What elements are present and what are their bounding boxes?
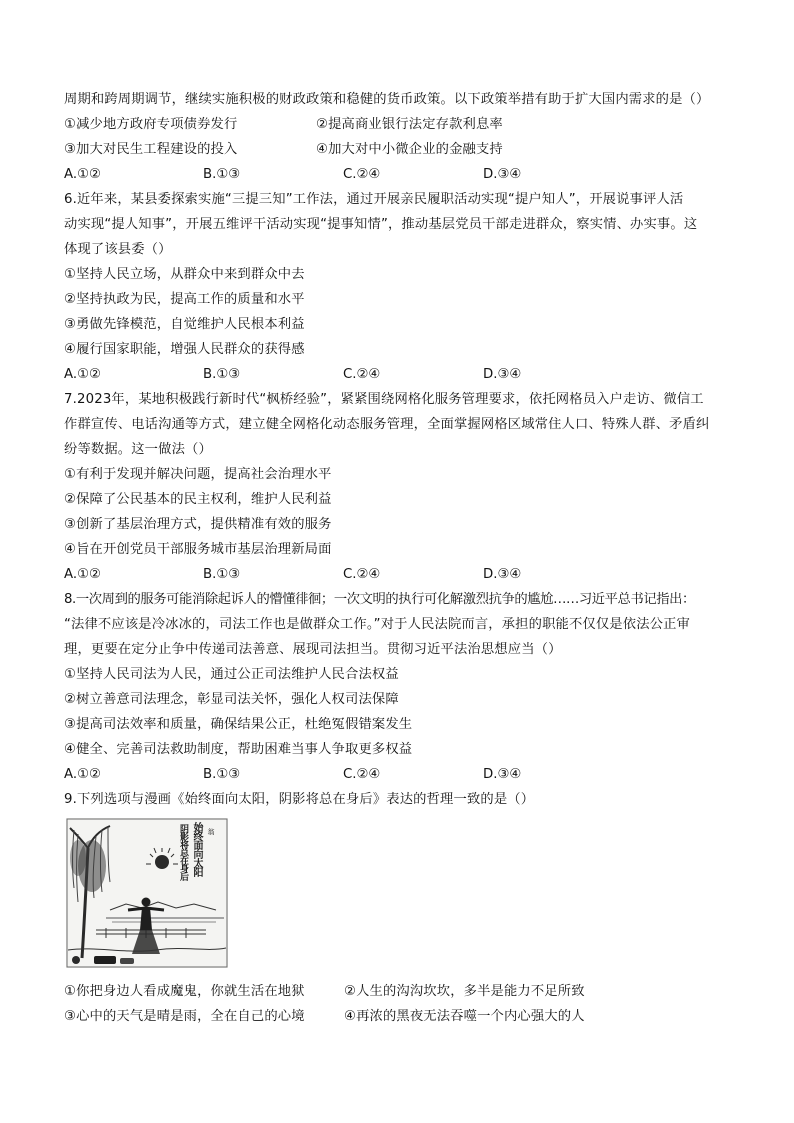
q8-option-3: ③提高司法效率和质量，确保结果公正，杜绝冤假错案发生 bbox=[64, 717, 413, 732]
q6-stem-line-3: 体现了该县委（） bbox=[64, 242, 172, 257]
q5-answer-a[interactable]: A.①② bbox=[64, 167, 101, 182]
q6-answer-c[interactable]: C.②④ bbox=[343, 367, 381, 382]
q5-option-3: ③加大对民生工程建设的投入 bbox=[64, 142, 238, 157]
q8-answer-a[interactable]: A.①② bbox=[64, 767, 101, 782]
q6-answer-d[interactable]: D.③④ bbox=[483, 367, 522, 382]
q9-option-3: ③心中的天气是晴是雨，全在自己的心境 bbox=[64, 1009, 305, 1024]
cartoon-drawing bbox=[66, 818, 228, 968]
q9-stem: 9.下列选项与漫画《始终面向太阳，阴影将总在身后》表达的哲理一致的是（） bbox=[64, 792, 535, 807]
q5-option-2: ②提高商业银行法定存款利息率 bbox=[316, 117, 503, 132]
q9-option-2: ②人生的沟沟坎坎，多半是能力不足所致 bbox=[344, 984, 585, 999]
q6-option-2: ②坚持执政为民，提高工作的质量和水平 bbox=[64, 292, 305, 307]
cartoon-image bbox=[66, 818, 228, 968]
q6-option-4: ④履行国家职能，增强人民群众的获得感 bbox=[64, 342, 305, 357]
q6-stem-line-2: 动实现“提人知事”，开展五维评干活动实现“提事知情”，推动基层党员干部走进群众，察实情、办实事。这 bbox=[64, 217, 698, 232]
q5-answer-d[interactable]: D.③④ bbox=[483, 167, 522, 182]
q7-answer-a[interactable]: A.①② bbox=[64, 567, 101, 582]
q8-option-1: ①坚持人民司法为人民，通过公正司法维护人民合法权益 bbox=[64, 667, 399, 682]
q8-stem-line-1: 8.一次周到的服务可能消除起诉人的懵懂徘徊；一次文明的执行可化解激烈抗争的尴尬……习近平总书记指出： bbox=[64, 592, 695, 607]
q7-option-2: ②保障了公民基本的民主权利，维护人民利益 bbox=[64, 492, 332, 507]
q8-option-4: ④健全、完善司法救助制度，帮助困难当事人争取更多权益 bbox=[64, 742, 413, 757]
q9-option-1: ①你把身边人看成魔鬼，你就生活在地狱 bbox=[64, 984, 305, 999]
q7-option-3: ③创新了基层治理方式，提供精准有效的服务 bbox=[64, 517, 332, 532]
q5-answer-c[interactable]: C.②④ bbox=[343, 167, 381, 182]
q6-option-3: ③勇做先锋模范，自觉维护人民根本利益 bbox=[64, 317, 305, 332]
q7-stem-line-3: 纷等数据。这一做法（） bbox=[64, 442, 212, 457]
cartoon-signature: 翁 bbox=[207, 828, 215, 834]
q5-option-4: ④加大对中小微企业的金融支持 bbox=[316, 142, 503, 157]
q7-stem-line-2: 作群宣传、电话沟通等方式，建立健全网格化动态服务管理，全面掌握网格区域常住人口、特殊人群、矛盾纠 bbox=[64, 417, 710, 432]
q7-answer-c[interactable]: C.②④ bbox=[343, 567, 381, 582]
q7-answer-d[interactable]: D.③④ bbox=[483, 567, 522, 582]
q6-option-1: ①坚持人民立场，从群众中来到群众中去 bbox=[64, 267, 305, 282]
cartoon-title-a: 始终面向太阳 bbox=[191, 822, 202, 876]
q8-answer-b[interactable]: B.①③ bbox=[203, 767, 241, 782]
cartoon-title-b: 阴影将总在身后 bbox=[178, 824, 188, 880]
q8-answer-d[interactable]: D.③④ bbox=[483, 767, 522, 782]
q7-option-1: ①有利于发现并解决问题，提高社会治理水平 bbox=[64, 467, 332, 482]
q8-stem-line-2: “法律不应该是冷冰冰的，司法工作也是做群众工作。”对于人民法院而言，承担的职能不仅仅是依法公正审 bbox=[64, 617, 690, 632]
q9-option-4: ④再浓的黑夜无法吞噬一个内心强大的人 bbox=[344, 1009, 585, 1024]
q6-answer-b[interactable]: B.①③ bbox=[203, 367, 241, 382]
q5-answer-b[interactable]: B.①③ bbox=[203, 167, 241, 182]
q6-stem-line-1: 6.近年来，某县委探索实施“三提三知”工作法，通过开展亲民履职活动实现“提户知人”，开展说事评人活 bbox=[64, 192, 684, 207]
q8-option-2: ②树立善意司法理念，彰显司法关怀，强化人权司法保障 bbox=[64, 692, 399, 707]
q6-answer-a[interactable]: A.①② bbox=[64, 367, 101, 382]
q5-option-1: ①减少地方政府专项债券发行 bbox=[64, 117, 238, 132]
q8-stem-line-3: 理，更要在定分止争中传递司法善意、展现司法担当。贯彻习近平法治思想应当（） bbox=[64, 642, 562, 657]
q7-stem-line-1: 7.2023年，某地积极践行新时代“枫桥经验”，紧紧围绕网格化服务管理要求，依托网格员入户走访、微信工 bbox=[64, 392, 704, 407]
q8-answer-c[interactable]: C.②④ bbox=[343, 767, 381, 782]
q7-answer-b[interactable]: B.①③ bbox=[203, 567, 241, 582]
q5-stem: 周期和跨周期调节，继续实施积极的财政政策和稳健的货币政策。以下政策举措有助于扩大国内需求的是（） bbox=[64, 92, 710, 107]
q7-option-4: ④旨在开创党员干部服务城市基层治理新局面 bbox=[64, 542, 332, 557]
